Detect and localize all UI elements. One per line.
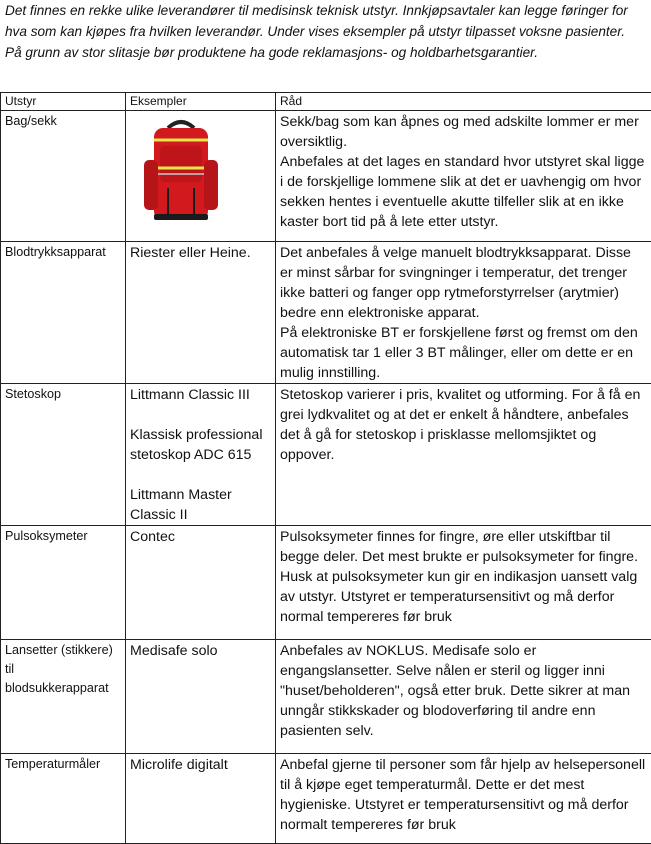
advice-cell [276,111,651,242]
advice-text: Anbefal gjerne til personer som får hjelp av helsepersonell til å kjøpe eget temperaturmål. Dette er det mest hygieniske. Utstyret er temperatursensitivt og må derfor normalt tempereres før bruk [276,754,651,844]
header-examples: Eksempler [126,93,276,111]
example-text: Klassisk professional stetoskop ADC 615 [130,425,271,465]
advice-text: Anbefales av NOKLUS. Medisafe solo er engangslansetter. Selve nålen er steril og ligger inni "huset/beholderen", også etter bruk. Dette sikrer at man unngår stikkskader og blodoverføring til andre enn pasienten selv. [276,640,651,754]
table-row [1,242,651,384]
advice-text: Stetoskop varierer i pris, kvalitet og utforming. For å få en grei lydkvalitet og at det er enkelt å håndtere, anbefales det å gå for stetoskop i prisklasse mellomsjiktet og oppover. [276,384,651,526]
example-cell [126,384,276,526]
header-advice: Råd [276,93,651,111]
header-equipment: Utstyr [1,93,126,111]
red-medical-backpack-icon [138,118,224,224]
example-text: Microlife digitalt [126,754,276,844]
example-text: Littmann Classic III [130,385,271,405]
example-cell [126,111,276,242]
intro-paragraph: Det finnes en rekke ulike leverandører til medisinsk teknisk utstyr. Innkjøpsavtaler kan legge føringer for hva som kan kjøpes fra hvilken leverandør. Under vises eksempler på utstyr tilpasset voksne pasienter. På grunn av stor slitasje bør produktene ha gode reklamasjons- og holdbarhetsgarantier. [5,0,645,63]
equipment-name: Pulsoksymeter [1,526,126,640]
equipment-name: Lansetter (stikkere) til blodsukkerapparat [1,640,126,754]
table-row [1,111,651,242]
equipment-table [0,92,651,844]
table-row [1,526,651,640]
equipment-name: Blodtrykksapparat [1,242,126,384]
table-header-row [1,93,651,111]
advice-cell [276,242,651,384]
advice-text: Pulsoksymeter finnes for fingre, øre eller utskiftbar til begge deler. Det mest brukte er pulsoksymeter for fingre. Husk at pulsoksymeter kun gir en indikasjon uansett valg av utstyr. Utstyret er temperatursensitivt og må derfor normal tempereres før bruk [276,526,651,640]
advice-text: På elektroniske BT er forskjellene først og fremst om den automatisk tar 1 eller 3 BT målinger, eller om dette er en mulig innstilling. [280,323,647,383]
advice-text: Det anbefales å velge manuelt blodtrykksapparat. Disse er minst sårbar for svingninger i temperatur, det trenger ikke batteri og fanger opp rytmeforstyrrelser (arytmier) bedre enn elektroniske apparat. [280,243,647,323]
example-text: Medisafe solo [126,640,276,754]
advice-text: Sekk/bag som kan åpnes og med adskilte lommer er mer oversiktlig. [280,112,647,152]
table-row [1,640,651,754]
example-text: Contec [126,526,276,640]
equipment-name: Temperaturmåler [1,754,126,844]
advice-text: Anbefales at det lages en standard hvor utstyret skal ligge i de forskjellige lommene slik at det er uavhengig om hvor sekken hentes i eventuelle akutte tilfeller slik at en ikke kaster bort tid på å lete etter utstyr. [280,152,647,232]
equipment-name: Bag/sekk [1,111,126,242]
equipment-name: Stetoskop [1,384,126,526]
example-text: Riester eller Heine. [126,242,276,384]
example-text: Littmann Master Classic II [130,485,271,525]
table-row [1,754,651,844]
table-row [1,384,651,526]
